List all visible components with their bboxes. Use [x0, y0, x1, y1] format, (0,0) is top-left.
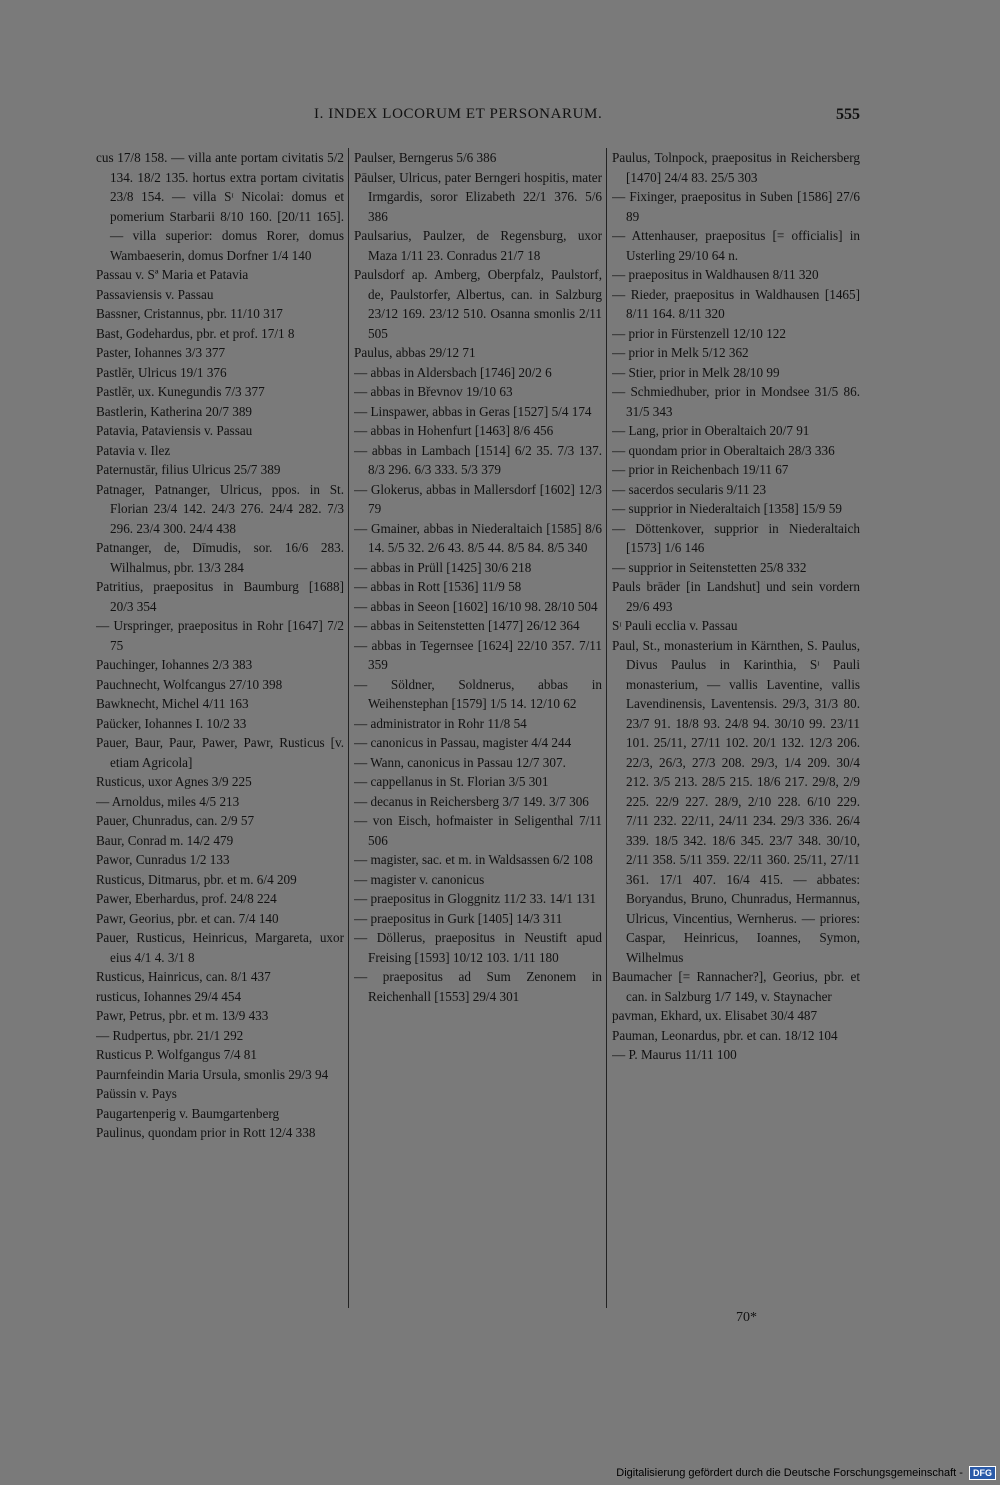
- index-entry: Patritius, praepositus in Baumburg [1688] 20/3 354: [96, 579, 344, 614]
- index-entry: Paücker, Iohannes I. 10/2 33: [96, 715, 247, 731]
- index-entry: Pauchinger, Iohannes 2/3 383: [96, 657, 253, 672]
- column-divider: [348, 148, 349, 1308]
- index-entry: Pawr, Petrus, pbr. et m. 13/9 433: [96, 1008, 269, 1023]
- index-entry: Paulus, Tolnpock, praepositus in Reichersberg [1470] 24/4 83. 25/5 303: [612, 150, 860, 185]
- index-entry: — Glokerus, abbas in Mallersdorf [1602] 12/3 79: [354, 481, 602, 516]
- index-entry: — abbas in Seeon [1602] 16/10 98. 28/10 504: [354, 598, 598, 614]
- index-entry: Paulser, Berngerus 5/6 386: [354, 150, 497, 165]
- index-entry: — quondam prior in Oberaltaich 28/3 336: [612, 442, 835, 458]
- index-entry: — prior in Melk 5/12 362: [612, 345, 749, 360]
- index-entry: — abbas in Seitenstetten [1477] 26/12 364: [354, 618, 580, 633]
- index-entry: — praepositus in Gloggnitz 11/2 33. 14/1 131: [354, 891, 596, 906]
- index-entry: — Attenhauser, praepositus [= officialis] in Usterling 29/10 64 n.: [612, 228, 860, 263]
- index-entry: Paulinus, quondam prior in Rott 12/4 338: [96, 1125, 316, 1140]
- index-entry: Patavia, Pataviensis v. Passau: [96, 423, 253, 438]
- index-entry: — von Eisch, hofmaister in Seligenthal 7/11 506: [354, 813, 602, 848]
- index-entry: Bastlerin, Katherina 20/7 389: [96, 403, 253, 419]
- index-entry: — Fixinger, praepositus in Suben [1586] 27/6 89: [612, 189, 860, 224]
- index-entry: — Gmainer, abbas in Niederaltaich [1585] 8/6 14. 5/5 32. 2/6 43. 8/5 44. 8/5 84. 8/5 340: [354, 520, 602, 555]
- index-entry: — praepositus ad Sum Zenonem in Reichenhall [1553] 29/4 301: [354, 969, 602, 1004]
- index-entry: — abbas in Břevnov 19/10 63: [354, 384, 513, 399]
- index-entry: Rusticus, uxor Agnes 3/9 225: [96, 774, 252, 789]
- index-entry: Paulus, abbas 29/12 71: [354, 345, 476, 360]
- index-entry: Paüssin v. Pays: [96, 1086, 177, 1101]
- index-entry: — P. Maurus 11/11 100: [612, 1047, 737, 1062]
- index-entry: rusticus, Iohannes 29/4 454: [96, 988, 242, 1004]
- index-entry: Pauer, Baur, Paur, Pawer, Pawr, Rusticus [v. etiam Agricola]: [96, 735, 344, 770]
- index-entry: — abbas in Prüll [1425] 30/6 218: [354, 559, 532, 575]
- index-entry: Rusticus, Hainricus, can. 8/1 437: [96, 969, 271, 984]
- index-entry: — praepositus in Waldhausen 8/11 320: [612, 267, 819, 282]
- index-entry: Passaviensis v. Passau: [96, 286, 214, 302]
- index-entry: Pawor, Cunradus 1/2 133: [96, 852, 230, 867]
- index-entry: Pastlēr, Ulricus 19/1 376: [96, 364, 227, 380]
- index-entry: Pastlēr, ux. Kunegundis 7/3 377: [96, 384, 265, 399]
- index-entry: — sacerdos secularis 9/11 23: [612, 481, 767, 497]
- index-entry: Pauer, Rusticus, Heinricus, Margareta, uxor eius 4/1 4. 3/1 8: [96, 930, 344, 965]
- index-entry: Rusticus, Ditmarus, pbr. et m. 6/4 209: [96, 871, 297, 887]
- index-entry: Pauchnecht, Wolfcangus 27/10 398: [96, 676, 283, 692]
- index-entry: Bassner, Cristannus, pbr. 11/10 317: [96, 306, 283, 321]
- index-entry: Patnager, Patnanger, Ulricus, ppos. in St. Florian 23/4 142. 24/3 276. 24/4 282. 7/3 296. 23/4 300. 24/4 438: [96, 481, 344, 536]
- index-entry: Rusticus P. Wolfgangus 7/4 81: [96, 1047, 257, 1062]
- index-entry: Pauman, Leonardus, pbr. et can. 18/12 104: [612, 1027, 838, 1043]
- index-entry: — Stier, prior in Melk 28/10 99: [612, 364, 780, 380]
- index-entry: Paulsarius, Paulzer, de Regensburg, uxor Maza 1/11 23. Conradus 21/7 18: [354, 228, 602, 263]
- index-entry: — abbas in Aldersbach [1746] 20/2 6: [354, 364, 552, 380]
- index-entry: Passau v. Sª Maria et Patavia: [96, 267, 249, 282]
- index-entry: — decanus in Reichersberg 3/7 149. 3/7 306: [354, 793, 589, 809]
- index-entry: — Söldner, Soldnerus, abbas in Weihenstephan [1579] 1/5 14. 12/10 62: [354, 676, 602, 711]
- sheet-signature: 70*: [736, 1310, 757, 1325]
- index-entry: Paurnfeindin Maria Ursula, smonlis 29/3 94: [96, 1066, 329, 1082]
- index-entry: — abbas in Rott [1536] 11/9 58: [354, 579, 522, 594]
- index-entry: Sᶦ Pauli ecclia v. Passau: [612, 618, 738, 633]
- index-entry: Bast, Godehardus, pbr. et prof. 17/1 8: [96, 325, 295, 341]
- running-title: I. INDEX LOCORUM ET PERSONARUM.: [314, 106, 603, 122]
- index-entry: Patnanger, de, Dīmudis, sor. 16/6 283. Wilhalmus, pbr. 13/3 284: [96, 540, 344, 575]
- index-entry: Baumacher [= Rannacher?], Georius, pbr. et can. in Salzburg 1/7 149, v. Staynacher: [612, 969, 860, 1004]
- index-entry: — Lang, prior in Oberaltaich 20/7 91: [612, 423, 810, 438]
- index-entry: Paternustār, filius Ulricus 25/7 389: [96, 462, 281, 477]
- index-entry: Bawknecht, Michel 4/11 163: [96, 696, 249, 711]
- page-header: [96, 106, 860, 130]
- index-entry: — magister v. canonicus: [354, 871, 485, 887]
- index-entry: Paster, Iohannes 3/3 377: [96, 345, 226, 360]
- index-entry: — cappellanus in St. Florian 3/5 301: [354, 774, 549, 789]
- index-entry: — Arnoldus, miles 4/5 213: [96, 793, 240, 809]
- index-entry: — Rudpertus, pbr. 21/1 292: [96, 1027, 244, 1043]
- index-entry: — abbas in Lambach [1514] 6/2 35. 7/3 137. 8/3 296. 6/3 333. 5/3 379: [354, 442, 602, 477]
- page-number: 555: [836, 106, 860, 123]
- index-entry: — abbas in Hohenfurt [1463] 8/6 456: [354, 423, 554, 438]
- footer-credit: [616, 1466, 996, 1480]
- index-entry: Pawer, Eberhardus, prof. 24/8 224: [96, 891, 277, 906]
- index-entry: Pāulser, Ulricus, pater Berngeri hospitis, mater Irmgardis, soror Elizabeth 22/1 376. 5/6 386: [354, 169, 602, 224]
- index-entry: Pauer, Chunradus, can. 2/9 57: [96, 813, 255, 828]
- index-entry: — prior in Reichenbach 19/11 67: [612, 462, 789, 477]
- index-column-1: [96, 148, 344, 1318]
- index-entry: — abbas in Tegernsee [1624] 22/10 357. 7/11 359: [354, 637, 602, 672]
- index-entry: Paulsdorf ap. Amberg, Oberpfalz, Paulstorf, de, Paulstorfer, Albertus, can. in Salzburg 23/12 169. 23/12 510. Osanna smonlis 2/11 505: [354, 267, 602, 341]
- index-entry: — Wann, canonicus in Passau 12/7 307.: [354, 754, 566, 770]
- index-entry: Pauls brāder [in Landshut] und sein vordern 29/6 493: [612, 579, 860, 614]
- index-entry: — magister, sac. et m. in Waldsassen 6/2 108: [354, 852, 593, 867]
- index-entry: — supprior in Niederaltaich [1358] 15/9 59: [612, 501, 842, 516]
- index-column-3: [612, 148, 860, 1318]
- index-entry: Patavia v. Ilez: [96, 442, 171, 458]
- index-entry: Baur, Conrad m. 14/2 479: [96, 832, 234, 848]
- index-column-2: [354, 148, 602, 1318]
- index-entry: — Rieder, praepositus in Waldhausen [1465] 8/11 164. 8/11 320: [612, 286, 860, 321]
- index-entry: — canonicus in Passau, magister 4/4 244: [354, 735, 572, 750]
- index-entry: — administrator in Rohr 11/8 54: [354, 715, 527, 731]
- index-entry: — Urspringer, praepositus in Rohr [1647] 7/2 75: [96, 618, 344, 653]
- column-divider: [606, 148, 607, 1308]
- index-entry: — prior in Fürstenzell 12/10 122: [612, 325, 786, 341]
- index-entry: — Döttenkover, supprior in Niederaltaich [1573] 1/6 146: [612, 520, 860, 555]
- index-entry: — Linspawer, abbas in Geras [1527] 5/4 174: [354, 403, 592, 419]
- index-entry: — praepositus in Gurk [1405] 14/3 311: [354, 910, 563, 926]
- index-entry: Paul, St., monasterium in Kärnthen, S. Paulus, Divus Paulus in Karinthia, Sᶦ Pauli monasterium, — vallis Laventine, vallis Lavendinensis, Laventensis. 29/3, 31/3 80. 23/7 91. 18/8 93. 24/8 94. 30/10 99. 23/11 101. 25/11, 27/11 102. 20/1 132. 12/3 206. 22/3, 26/3, 27/3 208. 29/3, 1/4 209. 30/4 212. 3/5 213. 28/5 215. 18/6 217. 29/8, 2/9 225. 22/9 227. 28/9, 2/10 228. 6/10 229. 7/11 232. 22/11, 24/11 234. 29/3 336. 26/4 339. 18/5 342. 18/6 345. 23/7 348. 30/10, 2/11 358. 5/11 359. 22/11 360. 25/11, 27/11 361. 17/1 407. 16/4 415. — abbates: Boryandus, Bruno, Chunradus, Hermannus, Ulricus, Vincentius, Wernherus. — priores: Caspar, Heinricus, Ioannes, Symon, Wilhelmus: [612, 637, 860, 965]
- dfg-logo: DFG: [969, 1466, 996, 1480]
- index-entry: cus 17/8 158. — villa ante portam civitatis 5/2 134. 18/2 135. hortus extra portam civitatis 23/8 154. — villa Sᶦ Nicolai: domus et pomerium Starbarii 8/10 160. [20/11 165]. — villa superior: domus Rorer, domus Wambaeserin, domus Dorfner 1/4 140: [96, 150, 344, 263]
- index-columns: [96, 148, 860, 1318]
- index-entry: — Schmiedhuber, prior in Mondsee 31/5 86. 31/5 343: [612, 384, 860, 419]
- index-entry: Paugartenperig v. Baumgartenberg: [96, 1105, 280, 1121]
- index-entry: — supprior in Seitenstetten 25/8 332: [612, 559, 807, 575]
- index-entry: Pawr, Georius, pbr. et can. 7/4 140: [96, 910, 279, 926]
- index-entry: — Döllerus, praepositus in Neustift apud Freising [1593] 10/12 103. 1/11 180: [354, 930, 602, 965]
- index-entry: pavman, Ekhard, ux. Elisabet 30/4 487: [612, 1008, 818, 1023]
- footer-text: Digitalisierung gefördert durch die Deutsche Forschungsgemeinschaft -: [616, 1466, 963, 1479]
